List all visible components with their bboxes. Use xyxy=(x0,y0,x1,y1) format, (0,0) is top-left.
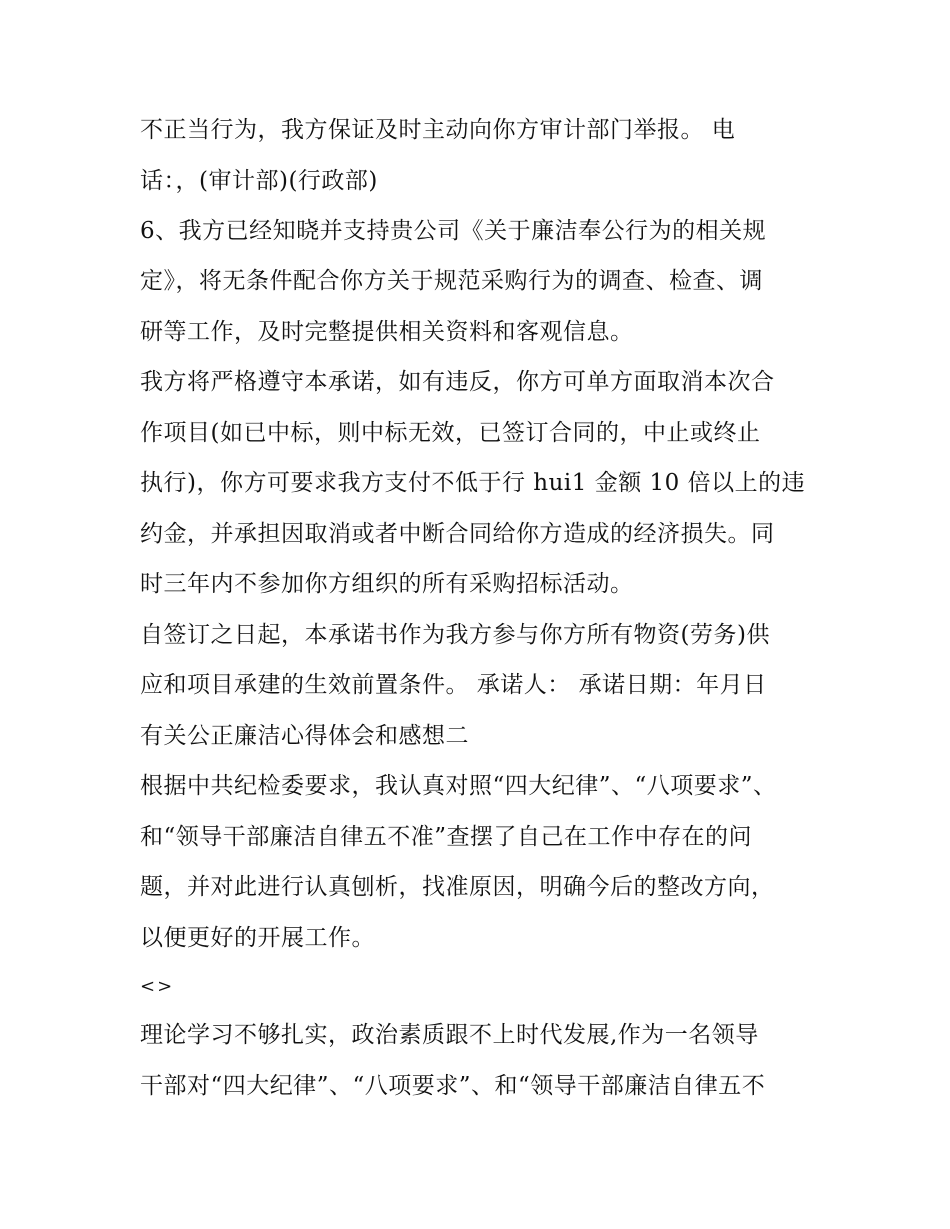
text-line: 干部对“四大纪律”、“八项要求”、和“领导干部廉洁自律五不 xyxy=(140,1073,766,1099)
text-line: 我方将严格遵守本承诺，如有违反，你方可单方面取消本次合 xyxy=(140,369,775,395)
text-line: 话：，(审计部)(行政部) xyxy=(140,168,378,194)
text-line: 定》，将无条件配合你方关于规范采购行为的调查、检查、调 xyxy=(140,268,763,294)
text-line: 执行)，你方可要求我方支付不低于行 hui1 金额 10 倍以上的违 xyxy=(140,470,806,496)
text-line: 题，并对此进行认真刨析，找准原因，明确今后的整改方向， xyxy=(140,874,775,900)
text-line: 理论学习不够扎实，政治素质跟不上时代发展,作为一名领导 xyxy=(140,1022,759,1048)
text-line: 作项目(如已中标，则中标无效，已签订合同的，中止或终止 xyxy=(140,420,761,446)
text-line: 和“领导干部廉洁自律五不准”查摆了自己在工作中存在的问 xyxy=(140,824,753,850)
text-line: 应和项目承建的生效前置条件。 承诺人： 承诺日期：年月日 xyxy=(140,672,767,698)
text-line: 以便更好的开展工作。 xyxy=(140,925,375,951)
marker-text: <> xyxy=(140,976,175,997)
text-line: 根据中共纪检委要求，我认真对照“四大纪律”、“八项要求”、 xyxy=(140,773,777,799)
text-line: 不正当行为，我方保证及时主动向你方审计部门举报。 电 xyxy=(140,117,736,143)
text-line: 自签订之日起，本承诺书作为我方参与你方所有物资(劳务)供 xyxy=(140,622,770,648)
text-line: 6、我方已经知晓并支持贵公司《关于廉洁奉公行为的相关规 xyxy=(140,218,767,244)
text-line: 时三年内不参加你方组织的所有采购招标活动。 xyxy=(140,571,634,597)
text-line: 研等工作，及时完整提供相关资料和客观信息。 xyxy=(140,319,634,345)
text-line: 约金，并承担因取消或者中断合同给你方造成的经济损失。同 xyxy=(140,521,775,547)
section-heading: 有关公正廉洁心得体会和感想二 xyxy=(140,723,469,749)
